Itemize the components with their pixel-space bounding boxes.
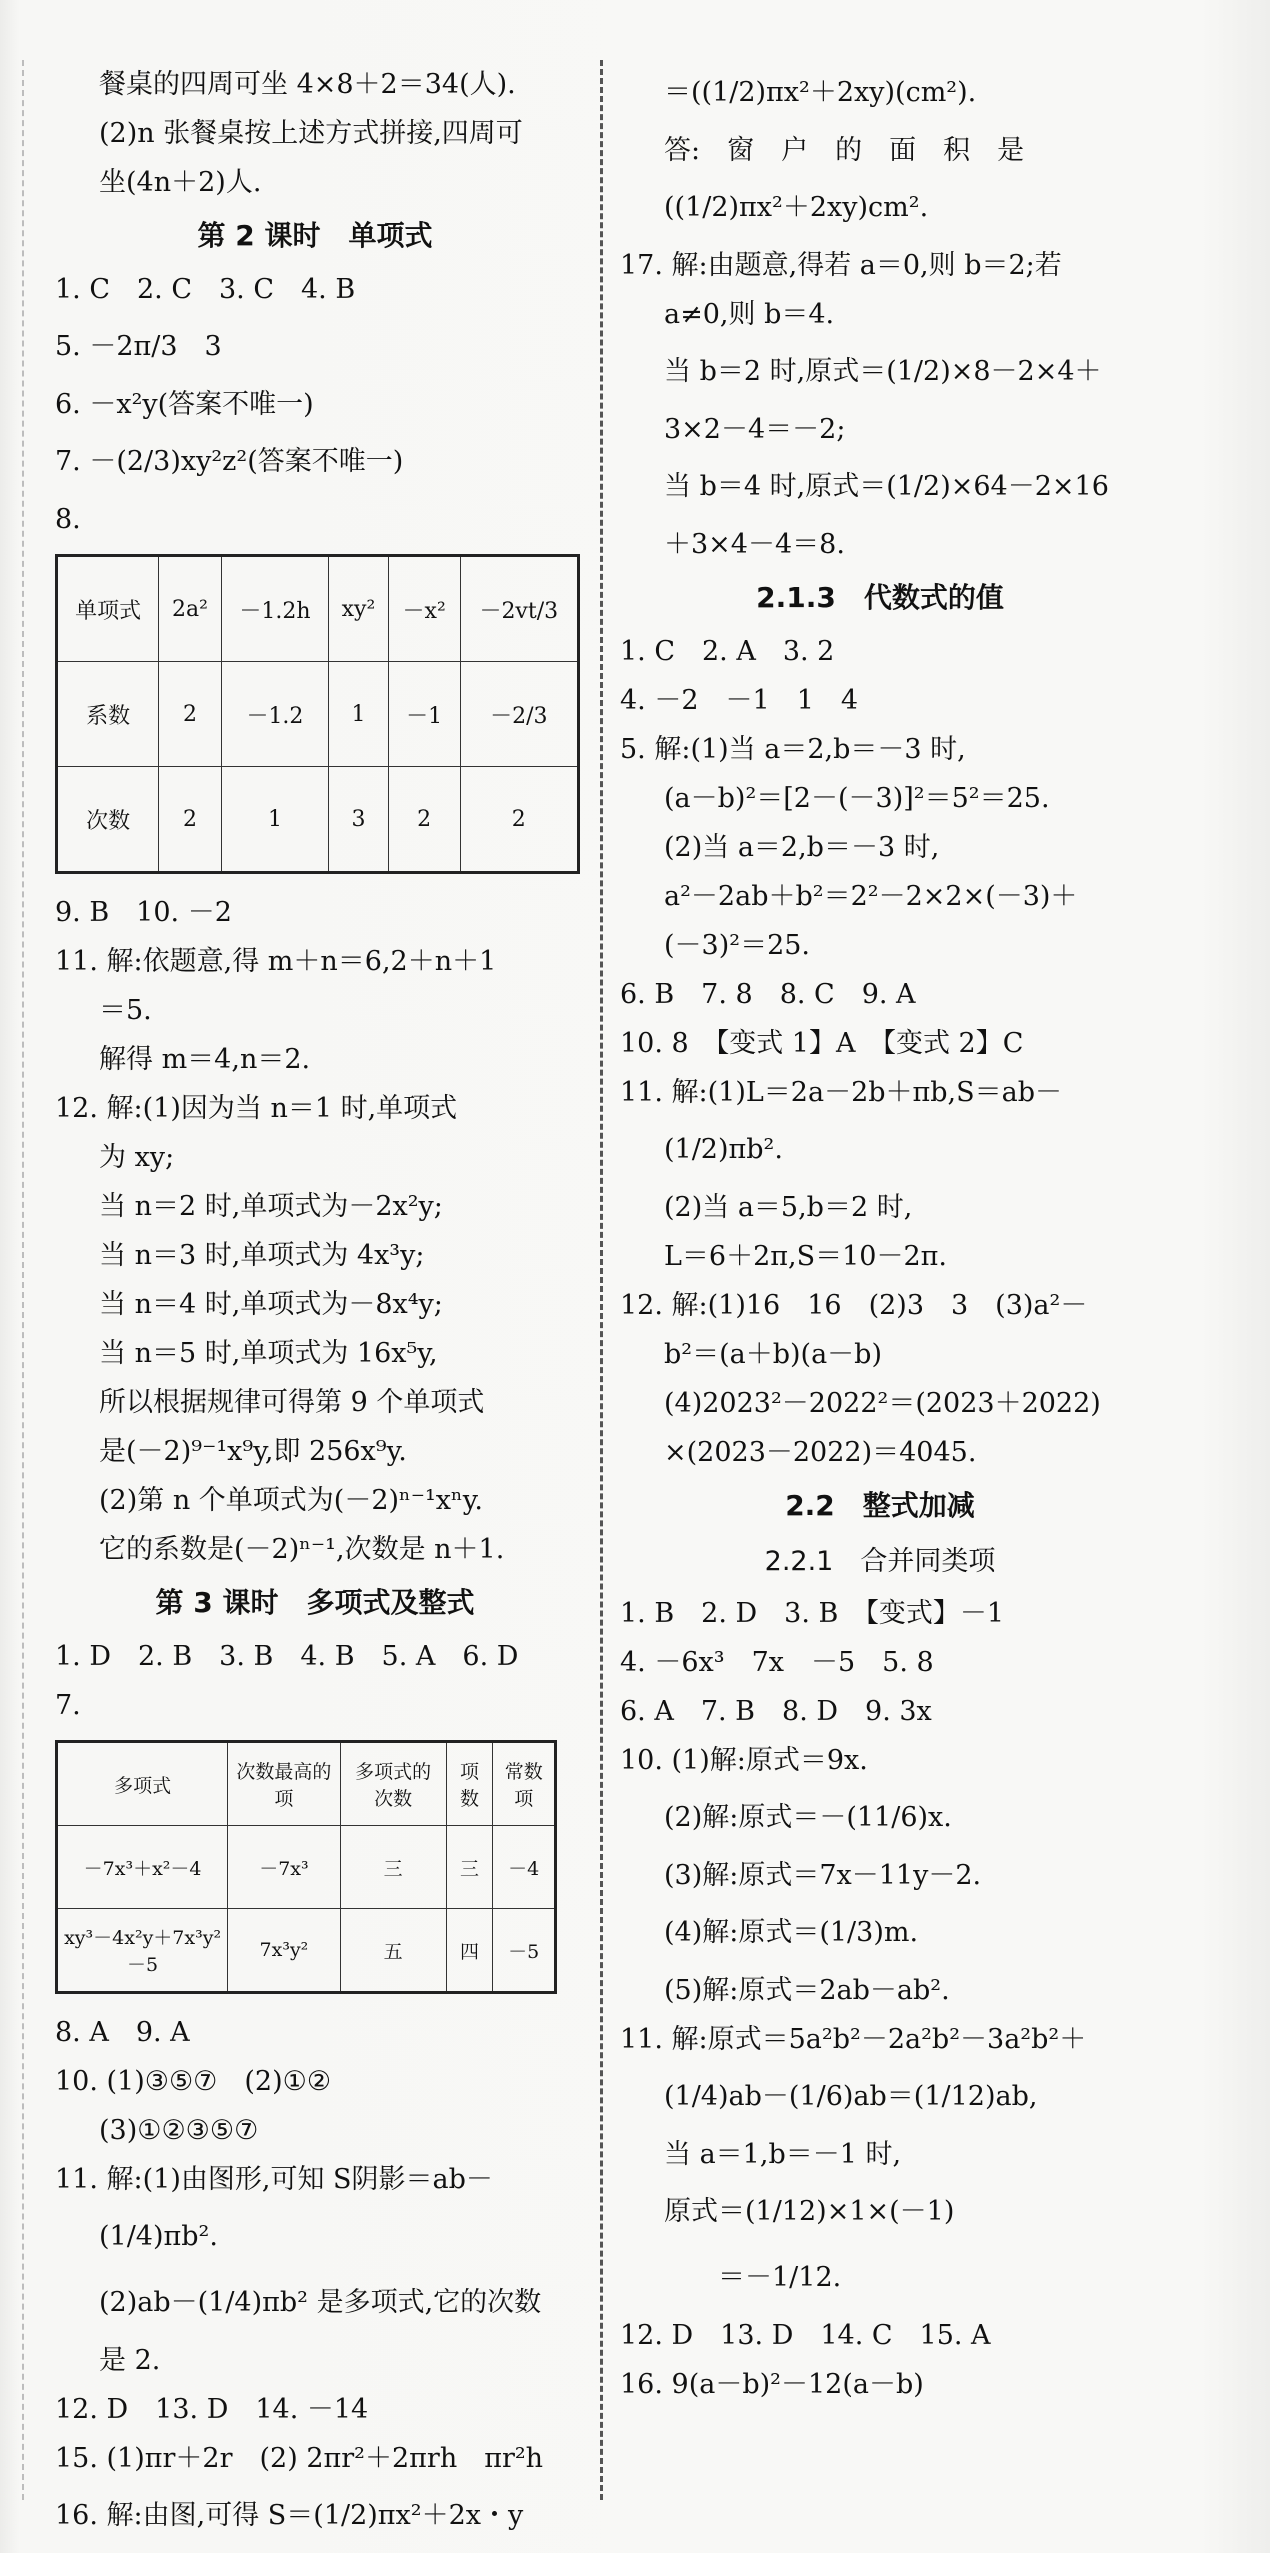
- table-cell: 常数项: [493, 1742, 556, 1826]
- answer-line: L＝6＋2π,S＝10－2π.: [664, 1241, 947, 1272]
- table-cell: 7x³y²: [228, 1909, 341, 1993]
- answer-line: (2)第 n 个单项式为(－2)ⁿ⁻¹xⁿy.: [99, 1485, 483, 1516]
- answer-line: 当 n＝2 时,单项式为－2x²y;: [99, 1191, 443, 1222]
- answer-line: (2)当 a＝2,b＝－3 时,: [664, 832, 940, 863]
- table-cell: 五: [340, 1909, 446, 1993]
- right-column: [620, 60, 1140, 2409]
- table-cell: －4: [493, 1826, 556, 1909]
- table-cell: －2vt/3: [460, 556, 578, 662]
- answer-line: 4. －2 －1 1 4: [620, 685, 859, 716]
- table-cell: 1: [329, 662, 389, 767]
- answer-line: (3)解:原式＝7x－11y－2.: [664, 1860, 982, 1891]
- answer-line: 答: 窗 户 的 面 积 是: [664, 135, 1025, 166]
- answer-line: ＝((1/2)πx²＋2xy)(cm²).: [664, 77, 977, 108]
- table-cell: －1: [388, 662, 460, 767]
- table-row: [57, 767, 579, 873]
- answer-line: 5. 解:(1)当 a＝2,b＝－3 时,: [620, 734, 966, 765]
- answer-line: 解得 m＝4,n＝2.: [99, 1044, 311, 1075]
- polynomial-table: [55, 1740, 557, 1994]
- answer-line: 当 n＝3 时,单项式为 4x³y;: [99, 1240, 425, 1271]
- answer-line: ＝5.: [99, 995, 152, 1026]
- table-cell: －7x³＋x²－4: [57, 1826, 228, 1909]
- table-cell: 项数: [446, 1742, 493, 1826]
- answer-line: 16. 9(a－b)²－12(a－b): [620, 2369, 924, 2400]
- answer-line: 11. 解:原式＝5a²b²－2a²b²－3a²b²＋: [620, 2024, 1087, 2055]
- table-row: [57, 662, 579, 767]
- monomial-table: [55, 554, 580, 874]
- answer-line: 17. 解:由题意,得若 a＝0,则 b＝2;若: [620, 250, 1062, 281]
- answer-line: ＝－1/12.: [664, 2262, 842, 2293]
- table-cell: －2/3: [460, 662, 578, 767]
- table-cell: 多项式的次数: [340, 1742, 446, 1826]
- answer-line: 16. 解:由图,可得 S＝(1/2)πx²＋2x・y: [55, 2500, 524, 2531]
- answer-line: 坐(4n＋2)人.: [99, 167, 262, 198]
- answer-line: 9. B 10. －2: [55, 897, 232, 928]
- answer-line: 当 a＝1,b＝－1 时,: [664, 2139, 902, 2170]
- section-heading: 第 2 课时 单项式: [197, 219, 433, 252]
- section-heading: 第 3 课时 多项式及整式: [155, 1586, 475, 1619]
- answer-line: 1. C 2. A 3. 2: [620, 636, 835, 667]
- table-row: [57, 1909, 556, 1993]
- answer-line: (2)ab－(1/4)πb² 是多项式,它的次数: [99, 2287, 542, 2318]
- table-cell: 2: [159, 767, 222, 873]
- table-cell: －1.2h: [221, 556, 329, 662]
- answer-line: (2)当 a＝5,b＝2 时,: [664, 1192, 913, 1223]
- answer-line: (－3)²＝25.: [664, 930, 811, 961]
- section-heading: 2.2.1 合并同类项: [764, 1546, 996, 1577]
- answer-line: 8. A 9. A: [55, 2017, 190, 2048]
- answer-line: 是(－2)⁹⁻¹x⁹y,即 256x⁹y.: [99, 1436, 407, 1467]
- left-block-3: [55, 2008, 575, 2549]
- answer-line: (a－b)²＝[2－(－3)]²＝5²＝25.: [664, 783, 1050, 814]
- answer-line: 10. 8 【变式 1】A 【变式 2】C: [620, 1028, 1024, 1059]
- answer-line: (4)解:原式＝(1/3)m.: [664, 1917, 919, 1948]
- table-cell: 1: [221, 767, 329, 873]
- right-block: [620, 60, 1140, 2409]
- table-cell: 2: [388, 767, 460, 873]
- answer-line: ×(2023－2022)＝4045.: [664, 1437, 977, 1468]
- answer-line: ((1/2)πx²＋2xy)cm².: [664, 192, 929, 223]
- table-row: [57, 556, 579, 662]
- answer-line: 12. 解:(1)16 16 (2)3 3 (3)a²－: [620, 1290, 1088, 1321]
- left-column: [55, 60, 575, 2549]
- answer-line: (5)解:原式＝2ab－ab².: [664, 1975, 950, 2006]
- table-cell: 系数: [57, 662, 159, 767]
- answer-line: (4)2023²－2022²＝(2023＋2022): [664, 1388, 1101, 1419]
- answer-line: 1. C 2. C 3. C 4. B: [55, 274, 356, 305]
- answer-line: (1/2)πb².: [664, 1134, 783, 1165]
- answer-line: 当 n＝4 时,单项式为－8x⁴y;: [99, 1289, 443, 1320]
- answer-line: 1. D 2. B 3. B 4. B 5. A 6. D: [55, 1641, 519, 1672]
- table-cell: xy²: [329, 556, 389, 662]
- table-cell: 2a²: [159, 556, 222, 662]
- section-heading: 2.2 整式加减: [785, 1489, 975, 1522]
- table-cell: xy³－4x²y＋7x³y²－5: [57, 1909, 228, 1993]
- answer-line: 原式＝(1/12)×1×(－1): [664, 2196, 955, 2227]
- answer-line: 餐桌的四周可坐 4×8＋2＝34(人).: [99, 69, 516, 100]
- binding-edge-line: [22, 60, 24, 2500]
- answer-line: 3×2－4＝－2;: [664, 414, 846, 445]
- answer-line: 7. －(2/3)xy²z²(答案不唯一): [55, 446, 404, 477]
- table-row: [57, 1826, 556, 1909]
- answer-line: 11. 解:(1)由图形,可知 S阴影＝ab－: [55, 2164, 493, 2195]
- answer-line: 1. B 2. D 3. B 【变式】－1: [620, 1598, 1005, 1629]
- answer-line: (3)①②③⑤⑦: [99, 2115, 259, 2146]
- table-cell: 次数最高的项: [228, 1742, 341, 1826]
- answer-line: (2)n 张餐桌按上述方式拼接,四周可: [99, 118, 523, 149]
- answer-line: 6. B 7. 8 8. C 9. A: [620, 979, 916, 1010]
- answer-line: 7.: [55, 1690, 81, 1721]
- answer-line: 6. A 7. B 8. D 9. 3x: [620, 1696, 932, 1727]
- answer-line: a²－2ab＋b²＝2²－2×2×(－3)＋: [664, 881, 1078, 912]
- answer-line: (1/4)ab－(1/6)ab＝(1/12)ab,: [664, 2081, 1038, 2112]
- answer-line: 当 b＝2 时,原式＝(1/2)×8－2×4＋: [664, 356, 1102, 387]
- answer-line: 11. 解:(1)L＝2a－2b＋πb,S＝ab－: [620, 1077, 1063, 1108]
- answer-line: 为 xy;: [99, 1142, 175, 1173]
- answer-line: a≠0,则 b＝4.: [664, 299, 835, 330]
- answer-line: 11. 解:依题意,得 m＋n＝6,2＋n＋1: [55, 946, 497, 977]
- table-cell: －1.2: [221, 662, 329, 767]
- answer-line: 10. (1)③⑤⑦ (2)①②: [55, 2066, 332, 2097]
- answer-line: b²＝(a＋b)(a－b): [664, 1339, 883, 1370]
- left-block-1: [55, 60, 575, 495]
- table-cell: 单项式: [57, 556, 159, 662]
- answer-line: ＋3×4－4＝8.: [664, 529, 845, 560]
- table-cell: －7x³: [228, 1826, 341, 1909]
- answer-line: (2)解:原式＝－(11/6)x.: [664, 1802, 952, 1833]
- answer-line: 是 2.: [99, 2345, 161, 2376]
- answer-line: 4. －6x³ 7x －5 5. 8: [620, 1647, 934, 1678]
- answer-line: 6. －x²y(答案不唯一): [55, 389, 314, 420]
- table-cell: 多项式: [57, 1742, 228, 1826]
- answer-line: 5. －2π/3 3: [55, 331, 222, 362]
- answer-line: 当 n＝5 时,单项式为 16x⁵y,: [99, 1338, 438, 1369]
- answer-line: 12. D 13. D 14. C 15. A: [620, 2320, 991, 2351]
- answer-line: 15. (1)πr＋2r (2) 2πr²＋2πrh πr²h: [55, 2443, 544, 2474]
- answer-line: 当 b＝4 时,原式＝(1/2)×64－2×16: [664, 471, 1109, 502]
- table-cell: 三: [446, 1826, 493, 1909]
- answer-line: 12. D 13. D 14. －14: [55, 2394, 369, 2425]
- answer-line: (1/4)πb².: [99, 2221, 218, 2252]
- table-cell: －x²: [388, 556, 460, 662]
- table-cell: 三: [340, 1826, 446, 1909]
- left-block-2: [55, 888, 575, 1730]
- answer-line: 它的系数是(－2)ⁿ⁻¹,次数是 n＋1.: [99, 1534, 505, 1565]
- table-cell: －5: [493, 1909, 556, 1993]
- table-row: [57, 1742, 556, 1826]
- answer-line: 所以根据规律可得第 9 个单项式: [99, 1387, 485, 1418]
- table-cell: 2: [159, 662, 222, 767]
- column-divider: [600, 60, 603, 2500]
- table-cell: 次数: [57, 767, 159, 873]
- answer-line: 10. (1)解:原式＝9x.: [620, 1745, 868, 1776]
- table-cell: 3: [329, 767, 389, 873]
- section-heading: 2.1.3 代数式的值: [756, 581, 1004, 614]
- q8-label: 8.: [55, 504, 81, 535]
- table-cell: 2: [460, 767, 578, 873]
- table-cell: 四: [446, 1909, 493, 1993]
- answer-line: 12. 解:(1)因为当 n＝1 时,单项式: [55, 1093, 458, 1124]
